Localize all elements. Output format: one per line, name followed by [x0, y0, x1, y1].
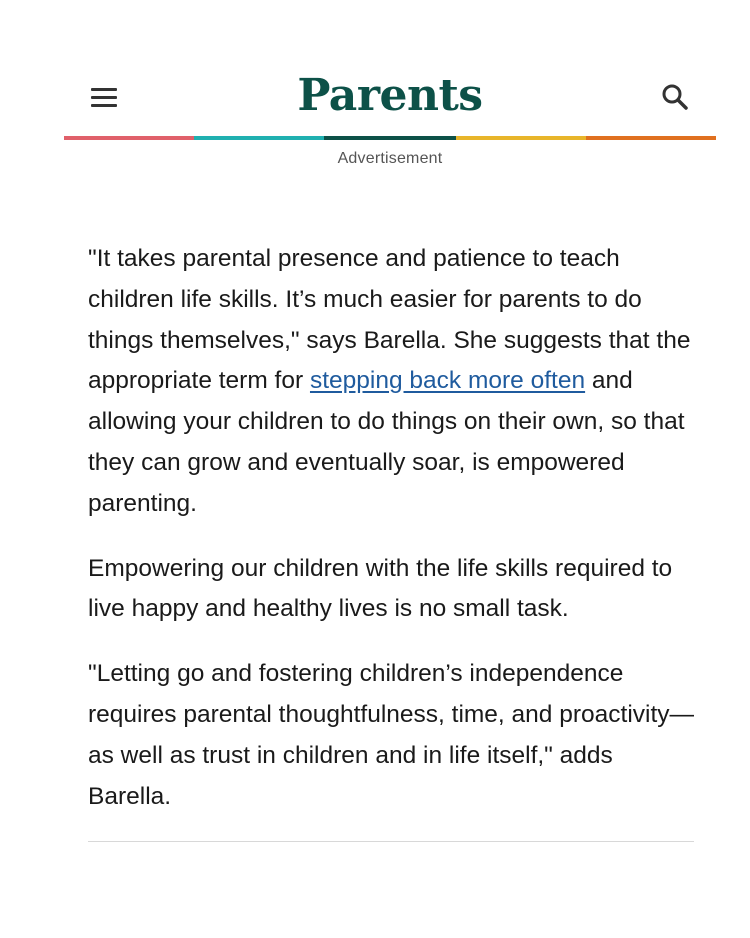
site-logo[interactable]: Parents [297, 70, 483, 121]
stripe-segment [194, 136, 324, 140]
article-body [88, 239, 700, 841]
search-icon[interactable] [660, 82, 690, 112]
paragraph-text: "It takes parental presence and patience to teach children life skills. It’s much easier for parents to do things themselves," says Barella. She suggests that the appropriate term for [88, 245, 691, 395]
site-header [64, 62, 716, 142]
stepping-back-link[interactable]: stepping back more often [309, 367, 586, 395]
article-paragraph [88, 239, 700, 525]
stripe-segment [456, 136, 586, 140]
divider [88, 841, 694, 842]
header-color-stripe [64, 136, 716, 140]
paragraph-text: and allowing your children to do things on their own, so that they can grow and eventually soar, is empowered parenting. [88, 367, 685, 517]
advertisement-label: Advertisement [337, 150, 443, 167]
stripe-segment [324, 136, 456, 140]
article-paragraph: "Letting go and fostering children’s independence requires parental thoughtfulness, time, and proactivity—as well as trust in children and in life itself," adds Barella. [88, 660, 695, 810]
article-paragraph: Empowering our children with the life skills required to live happy and healthy lives is no small task. [88, 554, 673, 623]
stripe-segment [64, 136, 194, 140]
stripe-segment [586, 136, 716, 140]
